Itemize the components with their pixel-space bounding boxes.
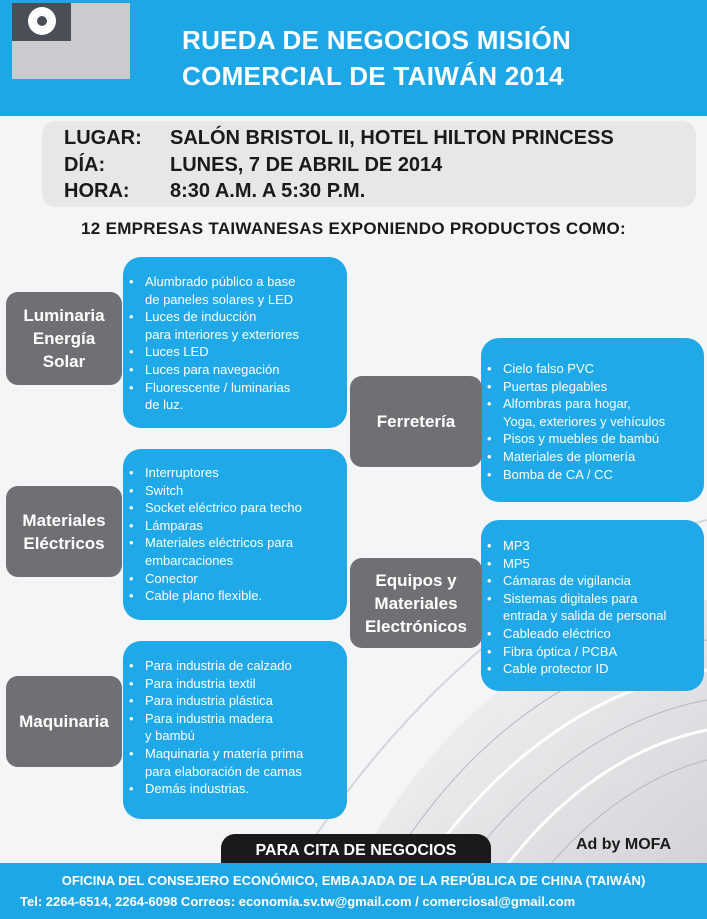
list-item: • Demás industrias. xyxy=(123,780,347,798)
list-item: de paneles solares y LED xyxy=(145,291,294,307)
flag-canton xyxy=(12,3,71,41)
business-appointment-banner: PARA CITA DE NEGOCIOS xyxy=(221,834,491,866)
category-luminaria xyxy=(6,292,122,385)
list-item: • Cable protector ID xyxy=(481,660,704,678)
list-item: • Pisos y muebles de bambú xyxy=(481,430,704,448)
list-item: • MP5 xyxy=(481,555,704,573)
category-maquinaria xyxy=(6,676,122,767)
list-item: • Luces de inducción xyxy=(123,308,347,326)
list-item: • Para industria textil xyxy=(123,675,347,693)
category-label: Luminaria xyxy=(23,306,105,325)
list-item: para interiores y exteriores xyxy=(145,326,299,342)
ad-credit: Ad by MOFA xyxy=(576,836,672,853)
header-banner xyxy=(0,0,707,116)
list-materiales xyxy=(123,449,347,620)
category-label: Electrónicos xyxy=(364,616,468,636)
list-item: • Materiales de plomería xyxy=(481,448,704,466)
list-item: • Alfombras para hogar, xyxy=(481,395,704,413)
list-item: • Fluorescente / luminarias xyxy=(123,379,347,397)
category-label: Eléctricos xyxy=(23,533,105,553)
list-item: entrada y salida de personal xyxy=(503,608,667,624)
list-item: • Sistemas digitales para xyxy=(481,590,704,608)
list-item: • Maquinaria y matería prima xyxy=(123,745,347,763)
list-item: • MP3 xyxy=(481,537,704,555)
category-label: Energía xyxy=(32,329,96,348)
category-label: Materiales xyxy=(22,510,106,530)
list-item: • Materiales eléctricos para xyxy=(123,534,347,552)
section-subheading: 12 EMPRESAS TAIWANESAS EXPONIENDO PRODUCTOS COMO: xyxy=(81,219,626,238)
time-label: HORA: xyxy=(64,180,130,202)
list-item: • Para industria madera xyxy=(123,710,347,728)
contact-info: Tel: 2264-6514, 2264-6098 Correos: economía.sv.tw@gmail.com / comerciosal@gmail.com xyxy=(20,894,576,909)
list-item: • Para industria de calzado xyxy=(123,657,347,675)
list-item: • Cielo falso PVC xyxy=(481,360,704,378)
category-label: Ferretería xyxy=(376,412,456,431)
page-title-line-2: COMERCIAL DE TAIWÁN 2014 xyxy=(182,61,564,91)
footer-bar xyxy=(0,863,707,919)
list-item: • Luces para navegación xyxy=(123,361,347,379)
list-item: • Cámaras de vigilancia xyxy=(481,572,704,590)
list-item: • Puertas plegables xyxy=(481,378,704,396)
event-info-box xyxy=(42,121,696,207)
list-item: embarcaciones xyxy=(145,552,234,568)
list-item: • Switch xyxy=(123,482,347,500)
taiwan-flag-icon xyxy=(12,3,130,79)
list-item: • Lámparas xyxy=(123,517,347,535)
list-item: • Conector xyxy=(123,570,347,588)
category-label: Equipos y xyxy=(375,570,457,590)
list-item: • Interruptores xyxy=(123,464,347,482)
list-luminaria xyxy=(123,257,347,428)
category-equipos-electronicos xyxy=(350,558,482,648)
list-item: • Socket eléctrico para techo xyxy=(123,499,347,517)
list-item: de luz. xyxy=(145,397,184,413)
list-ferreteria xyxy=(481,338,704,502)
page-title-line-1: RUEDA DE NEGOCIOS MISIÓN xyxy=(182,25,572,55)
category-label: Solar xyxy=(42,352,86,371)
list-item: • Para industria plástica xyxy=(123,692,347,710)
category-materiales-electricos xyxy=(6,486,122,577)
place-value: SALÓN BRISTOL II, HOTEL HILTON PRINCESS xyxy=(170,127,614,149)
list-item: • Fibra óptica / PCBA xyxy=(481,643,704,661)
list-item: • Cableado eléctrico xyxy=(481,625,704,643)
list-equipos xyxy=(481,520,704,691)
office-name: OFICINA DEL CONSEJERO ECONÓMICO, EMBAJADA DE LA REPÚBLICA DE CHINA (TAIWÁN) xyxy=(61,873,646,888)
category-label: Materiales xyxy=(374,593,458,613)
place-label: LUGAR: xyxy=(64,127,142,149)
category-ferreteria xyxy=(350,376,482,467)
list-item: para elaboración de camas xyxy=(145,763,302,779)
time-value: 8:30 A.M. A 5:30 P.M. xyxy=(170,180,366,202)
day-label: DÍA: xyxy=(64,154,106,176)
category-label: Maquinaria xyxy=(19,712,109,731)
list-item: • Luces LED xyxy=(123,343,347,361)
list-item: • Bomba de CA / CC xyxy=(481,466,704,484)
list-item: • Alumbrado público a base xyxy=(123,273,347,291)
list-item: • Cable plano flexible. xyxy=(123,587,347,605)
list-maquinaria xyxy=(123,641,347,819)
white-sun-icon xyxy=(28,7,56,35)
list-item: Yoga, exteriores y vehículos xyxy=(503,413,666,429)
list-item: y bambú xyxy=(145,728,195,744)
day-value: LUNES, 7 DE ABRIL DE 2014 xyxy=(170,154,443,176)
